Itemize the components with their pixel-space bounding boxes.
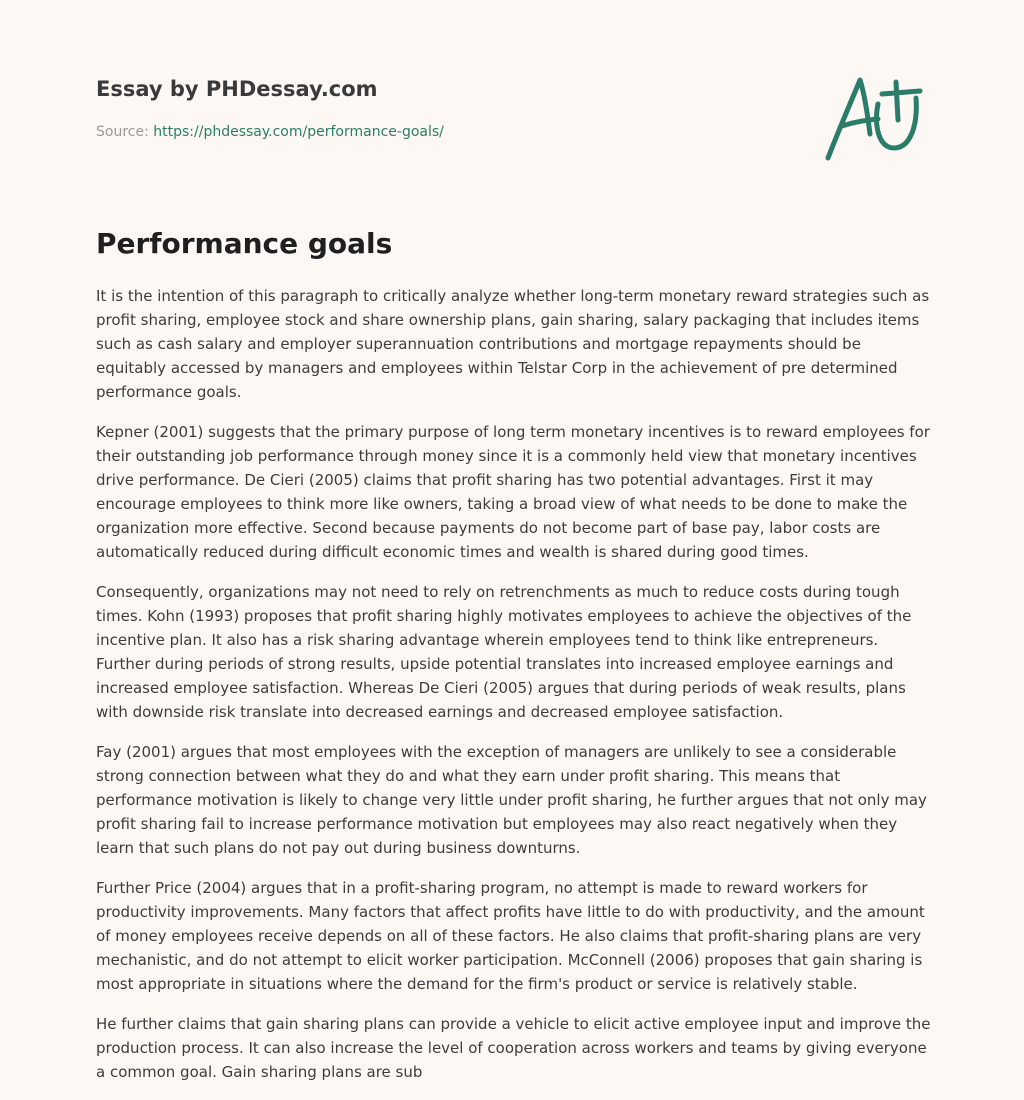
paragraph: Fay (2001) argues that most employees with the exception of managers are unlikely to see a considerable strong connection between what they do and what they earn under profit sharing. This means that performance motivation is likely to change very little under profit sharing, he further argues that not only may profit sharing fail to increase performance motivation but employees may also react negatively when they learn that such plans do not pay out during business downturns. (96, 743, 927, 857)
paragraph: Further Price (2004) argues that in a profit-sharing program, no attempt is made to reward workers for productivity improvements. Many factors that affect profits have little to do with productivity, and the amount of money employees receive depends on all of these factors. He also claims that profit-sharing plans are very mechanistic, and do not attempt to elicit worker participation. McConnell (2006) proposes that gain sharing is most appropriate in situations where the demand for the firm's product or service is relatively stable. (96, 879, 925, 993)
page-title: Performance goals (96, 227, 393, 260)
source-label: Source: (96, 124, 154, 140)
essay-header (96, 74, 696, 142)
source-line (96, 122, 696, 142)
essay-body (96, 284, 932, 1100)
paragraph: It is the intention of this paragraph to critically analyze whether long-term monetary reward strategies such as profit sharing, employee stock and share ownership plans, gain sharing, salary packaging that includes items such as cash salary and employer superannuation contributions and mortgage repayments should be equitably accessed by managers and employees within Telstar Corp in the achievement of pre determined performance goals. (96, 287, 930, 401)
paragraph: He further claims that gain sharing plans can provide a vehicle to elicit active employee input and improve the production process. It can also increase the level of cooperation across workers and teams by giving everyone a common goal. Gain sharing plans are sub (96, 1015, 931, 1081)
paragraph: Kepner (2001) suggests that the primary purpose of long term monetary incentives is to reward employees for their outstanding job performance through money since it is a commonly held view that monetary incentives drive performance. De Cieri (2005) claims that profit sharing has two potential advantages. First it may encourage employees to think more like owners, taking a broad view of what needs to be done to make the organization more effective. Second because payments do not become part of base pay, labor costs are automatically reduced during difficult economic times and wealth is shared during good times. (96, 423, 930, 561)
a-plus-logo-icon (820, 64, 930, 164)
site-title: Essay by PHDessay.com (96, 77, 378, 101)
paragraph: Consequently, organizations may not need to rely on retrenchments as much to reduce costs during tough times. Kohn (1993) proposes that profit sharing highly motivates employees to achieve the objectives of the incentive plan. It also has a risk sharing advantage wherein employees tend to think like entrepreneurs. Further during periods of strong results, upside potential translates into increased employee earnings and increased employee satisfaction. Whereas De Cieri (2005) argues that during periods of weak results, plans with downside risk translate into decreased earnings and decreased employee satisfaction. (96, 583, 912, 721)
source-link[interactable]: https://phdessay.com/performance-goals/ (153, 124, 444, 140)
